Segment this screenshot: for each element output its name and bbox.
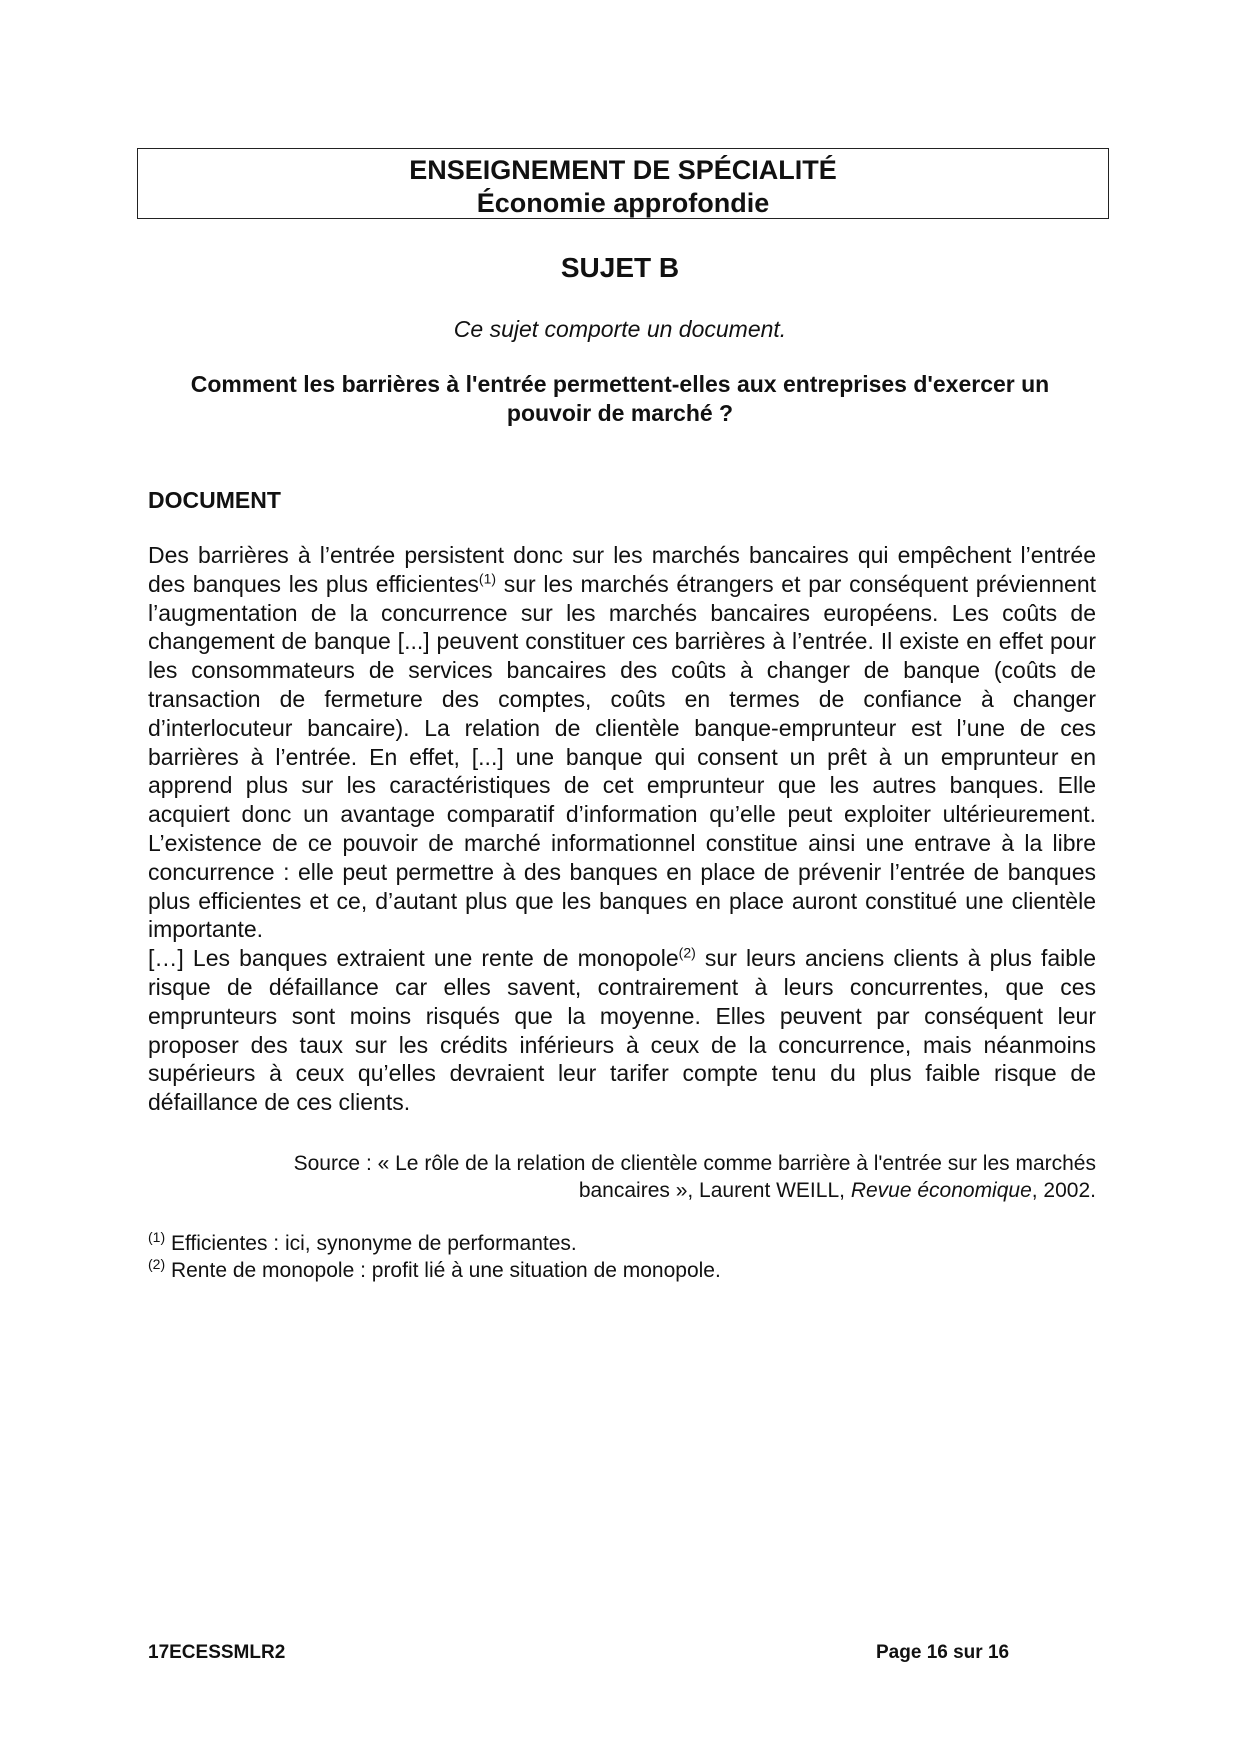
header-box — [137, 148, 1109, 219]
source-citation — [148, 1150, 1096, 1204]
paragraph-1-part-1: Des barrières à l’entrée persistent donc sur les marchés bancaires qui empêchent l’entrée des banques les plus efficientes — [148, 542, 1096, 597]
page-number: Page 16 sur 16 — [876, 1642, 1010, 1663]
footnote-2-marker: (2) — [148, 1256, 166, 1272]
footnotes — [148, 1230, 721, 1284]
document-paragraph-1 — [148, 541, 1096, 944]
exam-question: Comment les barrières à l'entrée permettent-elles aux entreprises d'exercer un pouvoir de marché ? — [190, 371, 1050, 426]
subject-description: Ce sujet comporte un document. — [453, 316, 787, 342]
footnote-1-text: Efficientes : ici, synonyme de performantes. — [165, 1232, 577, 1255]
subject-title: SUJET B — [560, 252, 680, 283]
footnote-ref-2: (2) — [678, 944, 696, 961]
footnote-1-marker: (1) — [148, 1229, 166, 1245]
footnote-ref-1: (1) — [478, 570, 497, 587]
document-text — [148, 541, 1096, 1117]
exam-code: 17ECESSMLR2 — [148, 1642, 286, 1663]
document-paragraph-2 — [148, 944, 1096, 1117]
header-subtitle: Économie approfondie — [476, 188, 770, 218]
footnote-1 — [148, 1230, 721, 1257]
source-line-1: Source : « Le rôle de la relation de clientèle comme barrière à l'entrée sur les marchés — [293, 1152, 1096, 1175]
paragraph-2-part-1: […] Les banques extraient une rente de monopole — [148, 945, 679, 972]
source-line-2 — [148, 1177, 1096, 1204]
paragraph-1-part-2: sur les marchés étrangers et par conséquent préviennent l’augmentation de la concurrence sur les marchés bancaires européens. Les coûts de changement de banque [...] peuvent constituer ces barrières à l’entrée. Il existe en effet pour les consommateurs de services bancaires des coûts à changer de banque (coûts de transaction de fermeture des comptes, coûts en termes de confiance à changer d’interlocuteur bancaire). La relation de clientèle banque-emprunteur est l’une de ces barrières à l’entrée. En effet, [...] une banque qui consent un prêt à un emprunteur en apprend plus sur les caractéristiques de cet emprunteur que les autres banques. Elle acquiert donc un avantage comparatif d’information qu’elle peut exploiter ultérieurement. L’existence de ce pouvoir de marché informationnel constitue ainsi une entrave à la libre concurrence : elle peut permettre à des banques en place de prévenir l’entrée de banques plus efficientes et ce, d’autant plus que les banques en place auront constitué une clientèle importante. — [148, 570, 1096, 943]
source-line-2-start: bancaires », Laurent WEILL, — [578, 1179, 851, 1202]
source-journal: Revue économique — [850, 1179, 1032, 1202]
footnote-2-text: Rente de monopole : profit lié à une situation de monopole. — [165, 1259, 721, 1282]
source-line-2-end: , 2002. — [1031, 1179, 1096, 1202]
document-heading: DOCUMENT — [148, 487, 281, 513]
paragraph-2-part-2: sur leurs anciens clients à plus faible risque de défaillance car elles savent, contrairement à leurs concurrentes, que ces emprunteurs sont moins risqués que la moyenne. Elles peuvent par conséquent leur proposer des taux sur les crédits inférieurs à ceux de la concurrence, mais néanmoins supérieurs à ceux qu’elles devraient leur tarifer compte tenu du plus faible risque de défaillance de ces clients. — [148, 945, 1096, 1116]
header-title: ENSEIGNEMENT DE SPÉCIALITÉ — [409, 155, 837, 185]
footnote-2 — [148, 1257, 721, 1284]
